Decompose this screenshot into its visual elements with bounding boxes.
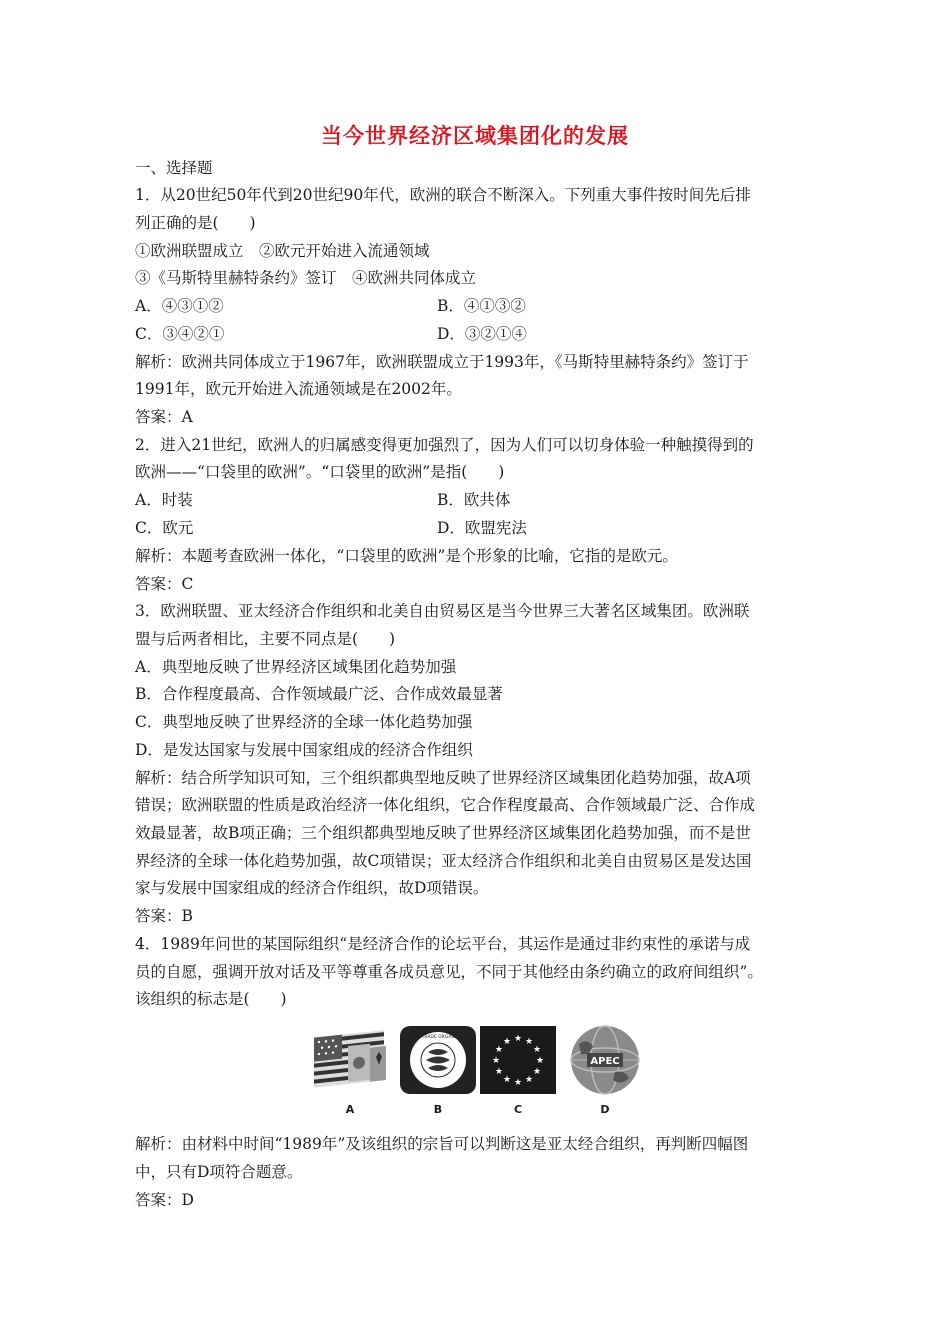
q1-option-b: B．④①③② bbox=[437, 297, 526, 315]
eu-star-icon: ★ bbox=[494, 1045, 503, 1055]
eu-star-icon: ★ bbox=[524, 1075, 534, 1086]
q3-answer: 答案：B bbox=[135, 907, 193, 925]
q1-explanation-line2: 1991年，欧元开始进入流通领域是在2002年。 bbox=[135, 380, 462, 398]
q3-stem-line1: 3．欧洲联盟、亚太经济合作组织和北美自由贸易区是当今世界三大著名区域集团。欧洲联 bbox=[135, 602, 750, 620]
logo-label-b: B bbox=[433, 1103, 443, 1116]
page-title: 当今世界经济区域集团化的发展 bbox=[321, 124, 629, 148]
eu-star-icon: ★ bbox=[513, 1034, 523, 1044]
q3-option-a: A．典型地反映了世界经济区域集团化趋势加强 bbox=[135, 658, 457, 676]
q1-explanation-line1: 解析：欧洲共同体成立于1967年，欧洲联盟成立于1993年，《马斯特里赫特条约》签订于 bbox=[135, 353, 749, 371]
q1-option-c: C．③④②① bbox=[135, 325, 225, 343]
q2-option-d: D．欧盟宪法 bbox=[437, 519, 527, 537]
eu-star-icon: ★ bbox=[494, 1067, 503, 1077]
q2-option-c: C．欧元 bbox=[135, 519, 194, 537]
eu-star-icon: ★ bbox=[502, 1036, 512, 1047]
q3-option-b: B．合作程度最高、合作领域最广泛、合作成效最显著 bbox=[135, 685, 503, 703]
q2-answer: 答案：C bbox=[135, 575, 194, 593]
apec-text: APEC bbox=[590, 1056, 620, 1067]
q3-explanation-line1: 解析：结合所学知识可知，三个组织都典型地反映了世界经济区域集团化趋势加强，故A项 bbox=[135, 769, 751, 787]
logo-label-c: C bbox=[513, 1103, 523, 1116]
q3-stem-line2: 盟与后两者相比，主要不同点是( ) bbox=[135, 630, 396, 648]
q3-explanation-line2: 错误；欧洲联盟的性质是政治经济一体化组织，它合作程度最高、合作领域最广泛、合作成 bbox=[135, 796, 756, 814]
apec-logo-icon bbox=[565, 1024, 645, 1096]
q4-explanation-line2: 中，只有D项符合题意。 bbox=[135, 1163, 303, 1181]
eu-star-icon: ★ bbox=[491, 1056, 501, 1066]
q1-stem-line2: 列正确的是( ) bbox=[135, 214, 256, 232]
eu-star-icon: ★ bbox=[533, 1067, 542, 1077]
flags-logo-icon bbox=[310, 1024, 390, 1096]
eu-star-icon: ★ bbox=[535, 1056, 545, 1066]
section-heading: 一、选择题 bbox=[135, 159, 213, 177]
q2-option-b: B．欧共体 bbox=[437, 491, 511, 509]
q3-option-d: D．是发达国家与发展中国家组成的经济合作组织 bbox=[135, 741, 473, 759]
logo-label-a: A bbox=[345, 1103, 355, 1116]
q1-option-d: D．③②①④ bbox=[437, 325, 527, 343]
q1-items-line2: ③《马斯特里赫特条约》签订 ④欧洲共同体成立 bbox=[135, 269, 477, 287]
q4-stem-line3: 该组织的标志是( ) bbox=[135, 990, 287, 1008]
eu-flag-logo-icon bbox=[478, 1024, 558, 1096]
eu-star-icon: ★ bbox=[502, 1075, 512, 1086]
q3-option-c: C．典型地反映了世界经济的全球一体化趋势加强 bbox=[135, 713, 473, 731]
q1-items-line1: ①欧洲联盟成立 ②欧元开始进入流通领域 bbox=[135, 242, 430, 260]
eu-star-icon: ★ bbox=[524, 1036, 534, 1047]
q1-stem-line1: 1．从20世纪50年代到20世纪90年代，欧洲的联合不断深入。下列重大事件按时间先后排 bbox=[135, 186, 751, 204]
q2-explanation-line1: 解析：本题考查欧洲一体化，“口袋里的欧洲”是个形象的比喻，它指的是欧元。 bbox=[135, 547, 678, 565]
wto-text: WORLD TRADE ORGANIZATION bbox=[403, 1035, 473, 1040]
q3-explanation-line5: 家与发展中国家组成的经济合作组织，故D项错误。 bbox=[135, 879, 489, 897]
q2-stem-line1: 2．进入21世纪，欧洲人的归属感变得更加强烈了，因为人们可以切身体验一种触摸得到的 bbox=[135, 436, 754, 454]
q2-option-a: A．时装 bbox=[135, 491, 193, 509]
logo-label-d: D bbox=[600, 1103, 610, 1116]
logo-figure bbox=[310, 1024, 650, 1124]
q4-stem-line2: 员的自愿，强调开放对话及平等尊重各成员意见，不同于其他经由条约确立的政府间组织”。 bbox=[135, 963, 763, 981]
eu-star-icon: ★ bbox=[513, 1078, 523, 1088]
wto-logo-icon bbox=[398, 1024, 478, 1096]
q4-explanation-line1: 解析：由材料中时间“1989年”及该组织的宗旨可以判断这是亚太经合组织，再判断四幅图 bbox=[135, 1135, 749, 1153]
q3-explanation-line4: 界经济的全球一体化趋势加强，故C项错误；亚太经济合作组织和北美自由贸易区是发达国 bbox=[135, 852, 752, 870]
q1-answer: 答案：A bbox=[135, 408, 193, 426]
q1-option-a: A．④③①② bbox=[135, 297, 224, 315]
q4-stem-line1: 4．1989年问世的某国际组织“是经济合作的论坛平台，其运作是通过非约束性的承诺与成 bbox=[135, 935, 751, 953]
eu-star-icon: ★ bbox=[533, 1045, 542, 1055]
q3-explanation-line3: 效最显著，故B项正确；三个组织都典型地反映了世界经济区域集团化趋势加强，而不是世 bbox=[135, 824, 751, 842]
q2-stem-line2: 欧洲——“口袋里的欧洲”。“口袋里的欧洲”是指( ) bbox=[135, 463, 505, 481]
q4-answer: 答案：D bbox=[135, 1191, 194, 1209]
